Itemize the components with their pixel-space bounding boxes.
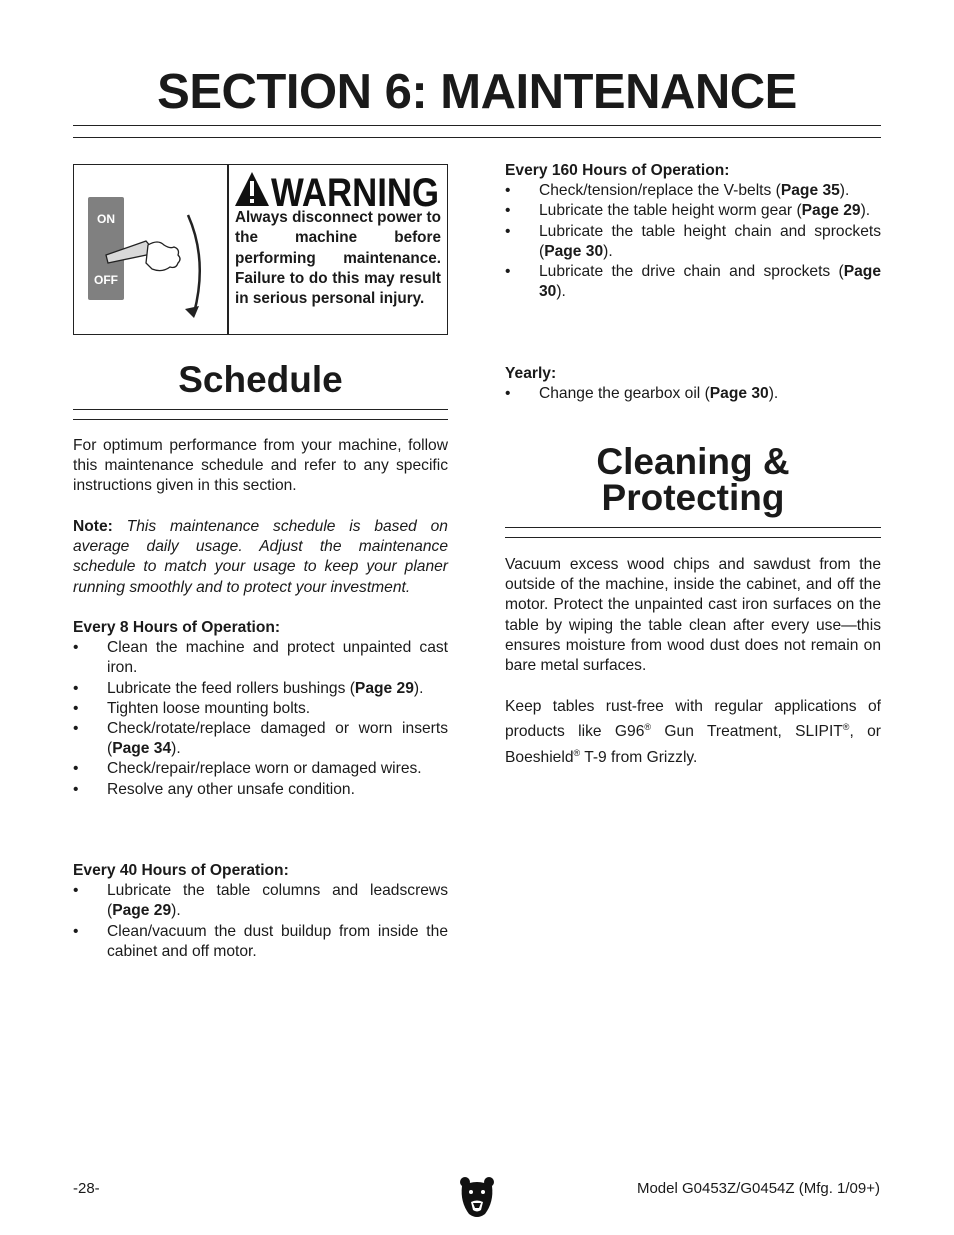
page-reference: Page 29 [354,679,414,697]
switch-off-label: OFF [94,273,118,287]
list-item: • Change the gearbox oil (Page 30). [505,384,881,404]
list-item: • Check/rotate/replace damaged or worn inserts (Page 34). [73,719,448,759]
cleaning-heading-line1: Cleaning & [596,441,790,482]
page-reference: Page 30 [709,385,769,403]
page-reference: Page 29 [112,902,172,920]
model-info: Model G0453Z/G0454Z (Mfg. 1/09+) [636,1180,880,1197]
group-yearly [505,364,881,404]
list-item: • Resolve any other unsafe condition. [73,780,448,800]
cleaning-paragraph-1: Vacuum excess wood chips and sawdust from the outside of the machine, inside the cabinet, and off the motor. Protect the unpainted cast iron surfaces on the table by wiping the table clean after every use—this ensures moisture from wood dust does not remain on bare metal surfaces. [505,556,881,675]
group-title: Every 40 Hours of Operation: [73,862,289,879]
warning-text: Always disconnect power to the machine before performing maintenance. Failure to do this may result in serious personal injury. [235,209,441,308]
page-reference: Page 30 [544,242,604,260]
warning-divider [227,165,229,334]
list-item: • Check/repair/replace worn or damaged wires. [73,759,448,779]
power-switch-illustration [88,195,213,325]
list-item: • Lubricate the table columns and leadscrews (Page 29). [73,881,448,921]
list-item: • Clean the machine and protect unpainted cast iron. [73,638,448,678]
schedule-rule-top [73,409,448,410]
section-title: SECTION 6: MAINTENANCE [157,65,797,119]
page-reference: Page 35 [780,182,840,200]
list-item: • Lubricate the table height chain and sprockets (Page 30). [505,222,881,262]
switch-on-label: ON [97,212,115,226]
group-title: Every 8 Hours of Operation: [73,619,281,636]
list-item: • Clean/vacuum the dust buildup from inside the cabinet and off motor. [73,922,448,962]
list-item: • Lubricate the drive chain and sprockets (Page 30). [505,262,881,302]
list-item: • Lubricate the table height worm gear (Page 29). [505,201,881,221]
page-reference: Page 29 [801,202,861,220]
schedule-note [73,517,448,598]
cleaning-paragraph-2: Keep tables rust-free with regular applications of products like G96® Gun Treatment, SLIPIT®, or Boeshield® T-9 from Grizzly. [505,698,881,766]
group-8-hours [73,618,448,800]
note-text: This maintenance schedule is based on average daily usage. Adjust the maintenance schedule to match your usage to keep your planer running smoothly and to protect your investment. [73,518,448,596]
list-item: • Lubricate the feed rollers bushings (Page 29). [73,679,448,699]
group-40-hours [73,861,448,962]
list-item: • Check/tension/replace the V-belts (Page 35). [505,181,881,201]
title-rule-top [73,125,881,126]
group-title: Yearly: [505,365,557,382]
schedule-intro: For optimum performance from your machine, follow this maintenance schedule and refer to any specific instructions given in this section. [73,437,448,495]
cleaning-heading-line2: Protecting [601,477,785,518]
page-reference: Page 30 [539,263,881,301]
schedule-heading: Schedule [178,359,343,400]
warning-heading [234,169,444,215]
group-title: Every 160 Hours of Operation: [505,162,730,179]
warning-box [73,164,448,335]
page-reference: Page 34 [112,740,172,758]
title-rule-bottom [73,137,881,138]
cleaning-rule-top [505,527,881,528]
list-item: • Tighten loose mounting bolts. [73,699,448,719]
schedule-rule-bottom [73,419,448,420]
note-label: Note: [73,518,113,535]
page-number: -28- [73,1180,100,1197]
warning-heading-text: WARNING [271,171,439,215]
cleaning-rule-bottom [505,537,881,538]
grizzly-bear-logo-icon [459,1176,495,1225]
group-160-hours [505,161,881,302]
cleaning-heading [505,441,881,518]
